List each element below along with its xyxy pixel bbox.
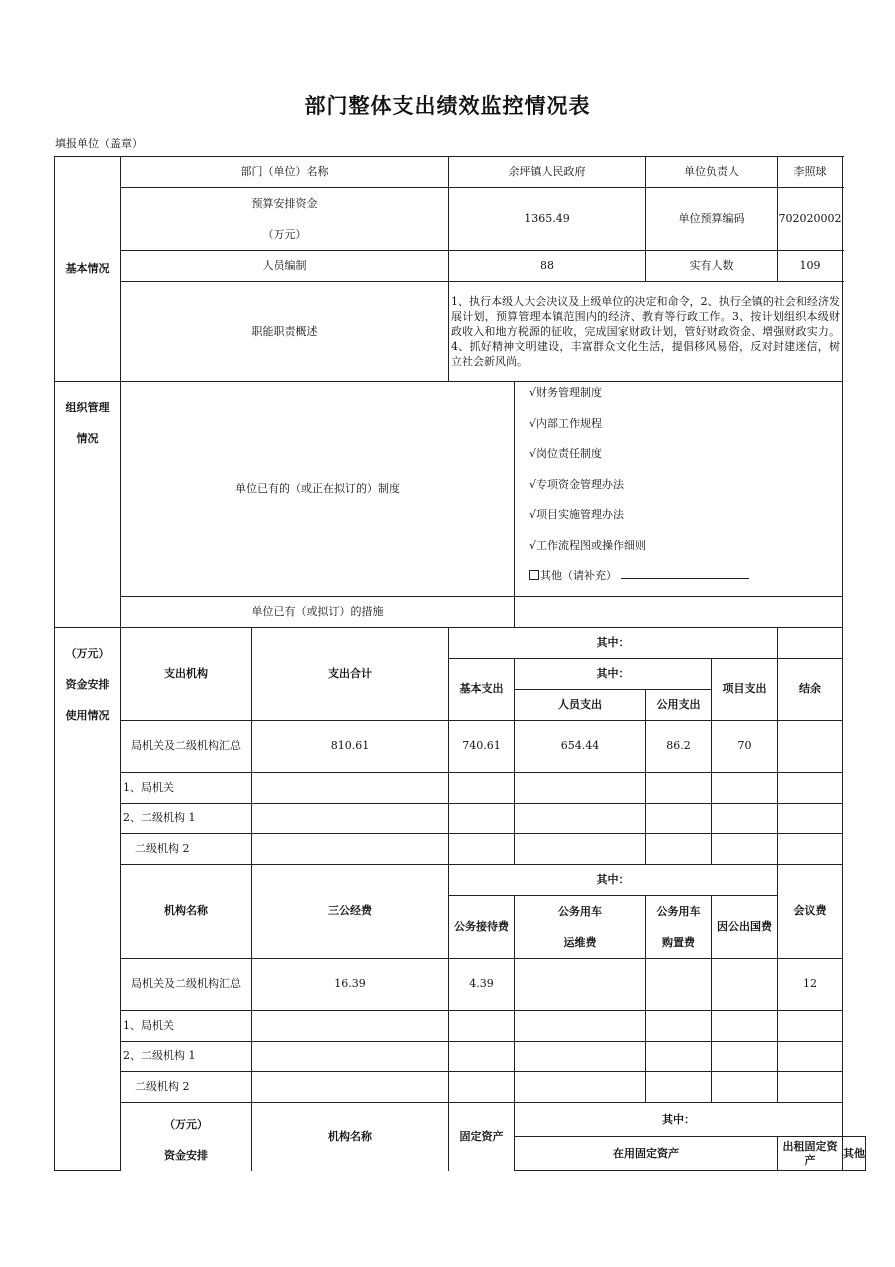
row-name: 局机关及二级机构汇总 [121,958,252,1010]
system-item: √项目实施管理办法 [529,508,625,521]
duty-text: 1、执行本级人大会决议及上级单位的决定和命令，2、执行全镇的社会和经济发展计划，预算管理本镇范围内的经济、教育等行政工作。3、按计划组织本级财政收入和地方税源的征收，完成国家财政计划，管好财政资金、增强财政实力。4、抓好精神文明建设，丰富群众文化生活，提倡移风易俗，反对封建迷信，树立社会新风尚。 [449,282,843,382]
fill-line [621,568,749,579]
of-which-header-3: 其中： [515,1102,843,1137]
system-item: √财务管理制度 [529,386,603,399]
checkbox-icon [529,570,539,580]
leader-value: 李照球 [778,157,843,188]
col-rented: 出租固定资产 [778,1137,843,1171]
col-other: 其他 [843,1137,866,1171]
assets-section-label: （万元） 资金安排 [121,1102,252,1171]
col-three: 三公经费 [252,864,449,958]
fill-unit-label: 填报单位（盖章） [55,137,143,150]
row-name: 2、二级机构 1 [121,1041,252,1071]
col-org-name-assets: 机构名称 [252,1102,449,1171]
actual-staff-value: 109 [778,251,843,282]
col-reception: 公务接待费 [449,895,515,958]
row-name: 2、二级机构 1 [121,803,252,833]
col-in-use: 在用固定资产 [515,1137,778,1171]
measures-value [515,596,843,627]
system-item-other: 其他（请补充） [529,565,842,596]
col-total: 支出合计 [252,627,449,720]
actual-staff-label: 实有人数 [646,251,778,282]
org-section-label: 组织管理 情况 [55,382,121,628]
col-basic: 基本支出 [449,658,515,720]
system-item: √专项资金管理办法 [529,477,625,491]
of-which-sub: 其中： [515,658,712,689]
staffing-value: 88 [449,251,646,282]
col-org: 支出机构 [121,627,252,720]
leader-label: 单位负责人 [646,157,778,188]
col-abroad: 因公出国费 [712,895,778,958]
system-item: √岗位责任制度 [529,447,603,460]
measures-label: 单位已有（或拟订）的措施 [121,596,515,627]
col-fixed: 固定资产 [449,1102,515,1171]
system-item: √工作流程图或操作细则 [529,538,647,552]
budget-label: 预算安排资金 （万元） [121,188,449,251]
row-reception: 4.39 [449,958,515,1010]
staffing-label: 人员编制 [121,251,449,282]
row-meeting: 12 [778,958,843,1010]
row-total: 810.61 [252,720,449,772]
row-three: 16.39 [252,958,449,1010]
budget-amount: 1365.49 [449,188,646,251]
budget-code-value: 702020002 [778,188,843,251]
funds-section-label: （万元） 资金安排 使用情况 [55,627,121,1171]
performance-table [54,156,866,1171]
col-org-name: 机构名称 [121,864,252,958]
row-public: 86.2 [646,720,712,772]
basic-section-label: 基本情况 [55,157,121,382]
systems-label: 单位已有的（或正在拟订的）制度 [121,382,515,597]
system-item: √内部工作规程 [529,416,603,430]
row-balance [778,720,843,772]
dept-name-label: 部门（单位）名称 [121,157,449,188]
row-name: 二级机构 2 [121,1071,252,1102]
row-name: 局机关及二级机构汇总 [121,720,252,772]
duty-label: 职能职责概述 [121,282,449,382]
col-public: 公用支出 [646,689,712,720]
dept-name-value: 余坪镇人民政府 [449,157,646,188]
col-project: 项目支出 [712,658,778,720]
budget-code-label: 单位预算编码 [646,188,778,251]
col-vehicle-buy: 公务用车 购置费 [646,895,712,958]
row-project: 70 [712,720,778,772]
row-name: 1、局机关 [121,1010,252,1041]
of-which-header-2: 其中： [449,864,778,895]
col-personnel: 人员支出 [515,689,646,720]
col-meeting: 会议费 [778,864,843,958]
row-name: 1、局机关 [121,772,252,803]
systems-list [515,382,843,597]
col-vehicle-run: 公务用车 运维费 [515,895,646,958]
row-name: 二级机构 2 [121,833,252,864]
page-title: 部门整体支出绩效监控情况表 [304,94,591,118]
col-balance: 结余 [778,658,843,720]
of-which-header: 其中： [449,627,778,658]
row-basic: 740.61 [449,720,515,772]
row-personnel: 654.44 [515,720,646,772]
